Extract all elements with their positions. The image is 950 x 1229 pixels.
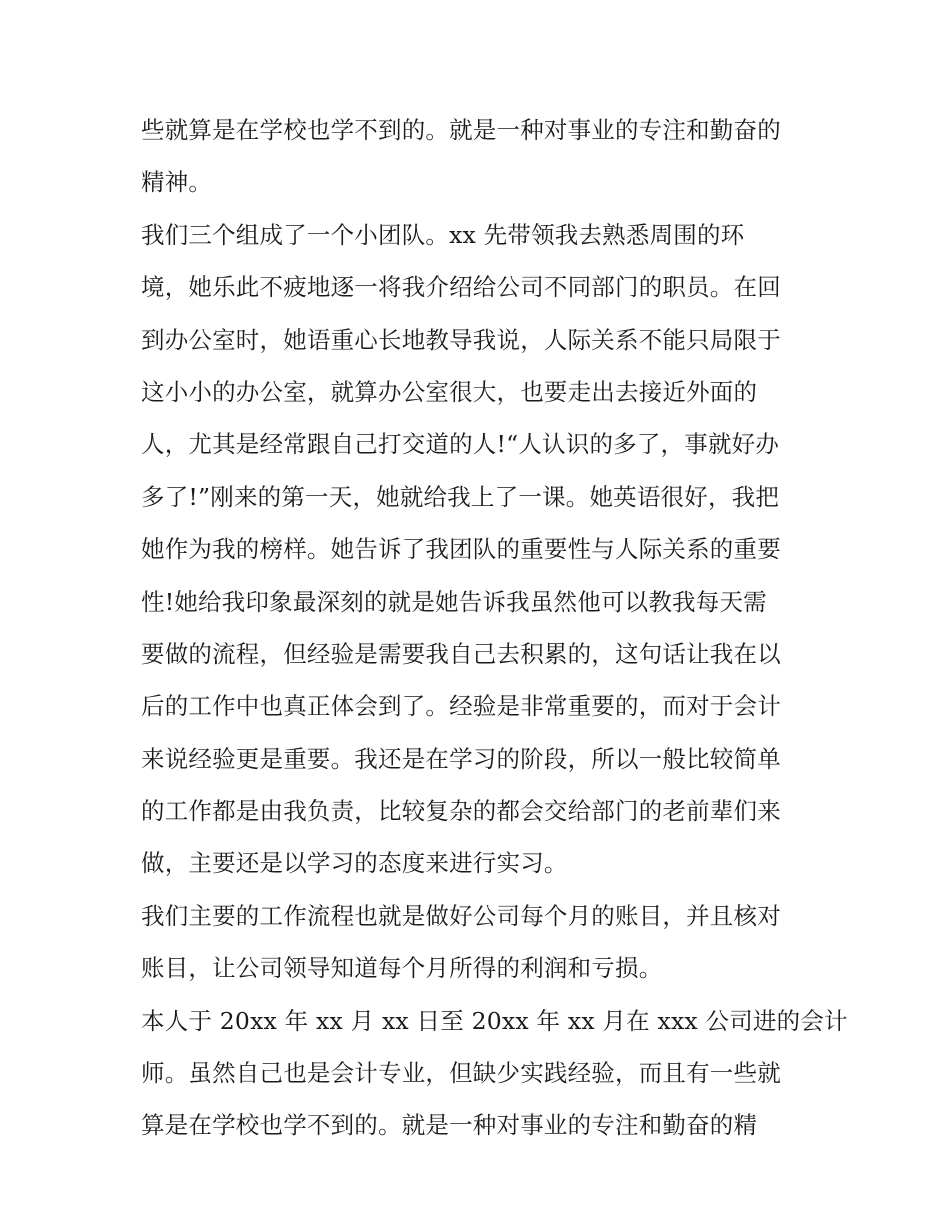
body-text	[141, 104, 848, 1152]
text-line: 人，尤其是经常跟自己打交道的人!“人认识的多了，事就好办	[141, 430, 780, 459]
text-line: 精神。	[141, 168, 213, 197]
text-line: 到办公室时，她语重心长地教导我说，人际关系不能只局限于	[141, 325, 781, 354]
text-line: 的工作都是由我负责，比较复杂的都会交给部门的老前辈们来	[141, 797, 781, 826]
text-line: 来说经验更是重要。我还是在学习的阶段，所以一般比较简单	[141, 744, 781, 773]
text-line: 些就算是在学校也学不到的。就是一种对事业的专注和勤奋的	[141, 116, 781, 144]
text-line: 性!她给我印象最深刻的就是她告诉我虽然他可以教我每天需	[141, 587, 767, 616]
text-line: 账目，让公司领导知道每个月所得的利润和亏损。	[141, 954, 663, 983]
text-line: 后的工作中也真正体会到了。经验是非常重要的，而对于会计	[141, 692, 781, 721]
text-line: 这小小的办公室，就算办公室很大，也要走出去接近外面的	[141, 377, 758, 406]
text-line: 多了!”刚来的第一天，她就给我上了一课。她英语很好，我把	[141, 482, 780, 511]
text-line: 做，主要还是以学习的态度来进行实习。	[141, 849, 568, 878]
text-line: 算是在学校也学不到的。就是一种对事业的专注和勤奋的精	[141, 1111, 758, 1140]
text-line: 我们三个组成了一个小团队。xx 先带领我去熟悉周围的环	[141, 220, 745, 249]
text-line: 境，她乐此不疲地逐一将我介绍给公司不同部门的职员。在回	[141, 273, 781, 302]
text-line: 她作为我的榜样。她告诉了我团队的重要性与人际关系的重要	[141, 535, 781, 564]
text-line: 要做的流程，但经验是需要我自己去积累的，这句话让我在以	[141, 639, 781, 668]
text-line: 师。虽然自己也是会计专业，但缺少实践经验，而且有一些就	[141, 1059, 781, 1088]
text-line: 我们主要的工作流程也就是做好公司每个月的账目，并且核对	[141, 901, 781, 930]
text-line: 本人于 20xx 年 xx 月 xx 日至 20xx 年 xx 月在 xxx 公司进的会计	[141, 1006, 848, 1035]
